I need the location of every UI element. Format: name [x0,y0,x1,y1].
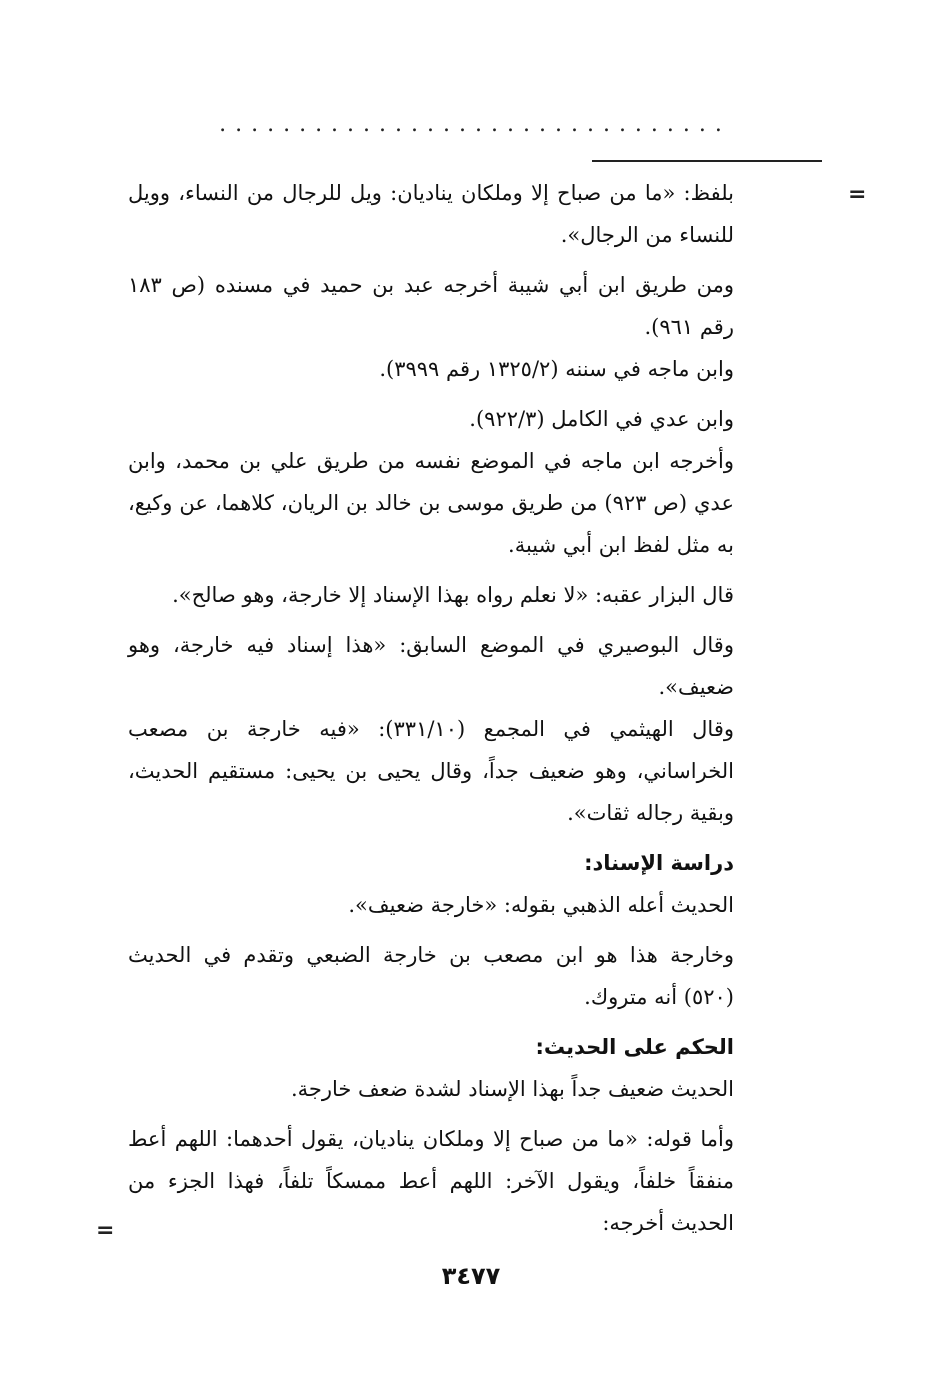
paragraph: الحديث أعله الذهبي بقوله: «خارجة ضعيف». [348,893,734,917]
paragraph: وأما قوله: «ما من صباح إلا وملكان يناديان، يقول أحدهما: اللهم أعط منفقاً خلفاً، ويقول الآخر: اللهم أعط ممسكاً تلفاً، فهذا الجزء من الحديث أخرجه: [128,1127,734,1235]
paragraph: وقال البوصيري في الموضع السابق: «هذا إسناد فيه خارجة، وهو ضعيف». [128,633,734,699]
paragraph: وخارجة هذا هو ابن مصعب بن خارجة الضبعي وتقدم في الحديث (٥٢٠) أنه متروك. [128,943,734,1009]
paragraph: بلفظ: «ما من صباح إلا وملكان يناديان: ويل للرجال من النساء، وويل للنساء من الرجال». [128,181,734,247]
paragraph: وقال الهيثمي في المجمع (٣٣١/١٠): «فيه خارجة بن مصعب الخراساني، وهو ضعيف جداً، وقال يحيى بن يحيى: مستقيم الحديث، وبقية رجاله ثقات». [128,717,734,825]
section-heading-hukm: الحكم على الحديث: [535,1035,734,1059]
header-dotted-line: ................................ [219,112,731,137]
paragraph: قال البزار عقبه: «لا نعلم رواه بهذا الإسناد إلا خارجة، وهو صالح». [172,583,734,607]
paragraph: الحديث ضعيف جداً بهذا الإسناد لشدة ضعف خارجة. [290,1077,734,1101]
paragraph: وابن ماجه في سننه (١٣٢٥/٢ رقم ٣٩٩٩). [379,357,734,381]
continuation-mark-top: = [848,182,867,207]
section-heading-isnad: دراسة الإسناد: [584,851,734,875]
continuation-mark-bottom: = [96,1218,115,1243]
paragraph: وأخرجه ابن ماجه في الموضع نفسه من طريق علي بن محمد، وابن عدي (ص ٩٢٣) من طريق موسى بن خالد بن الريان، كلاهما، عن وكيع، به مثل لفظ ابن أبي شيبة. [128,449,734,557]
header-rule [592,160,822,162]
paragraph: ومن طريق ابن أبي شيبة أخرجه عبد بن حميد في مسنده (ص ١٨٣ رقم ٩٦١). [128,273,734,339]
page-number: ٣٤٧٧ [441,1262,501,1290]
paragraph: وابن عدي في الكامل (٩٢٢/٣). [469,407,734,431]
main-text [128,172,734,1252]
